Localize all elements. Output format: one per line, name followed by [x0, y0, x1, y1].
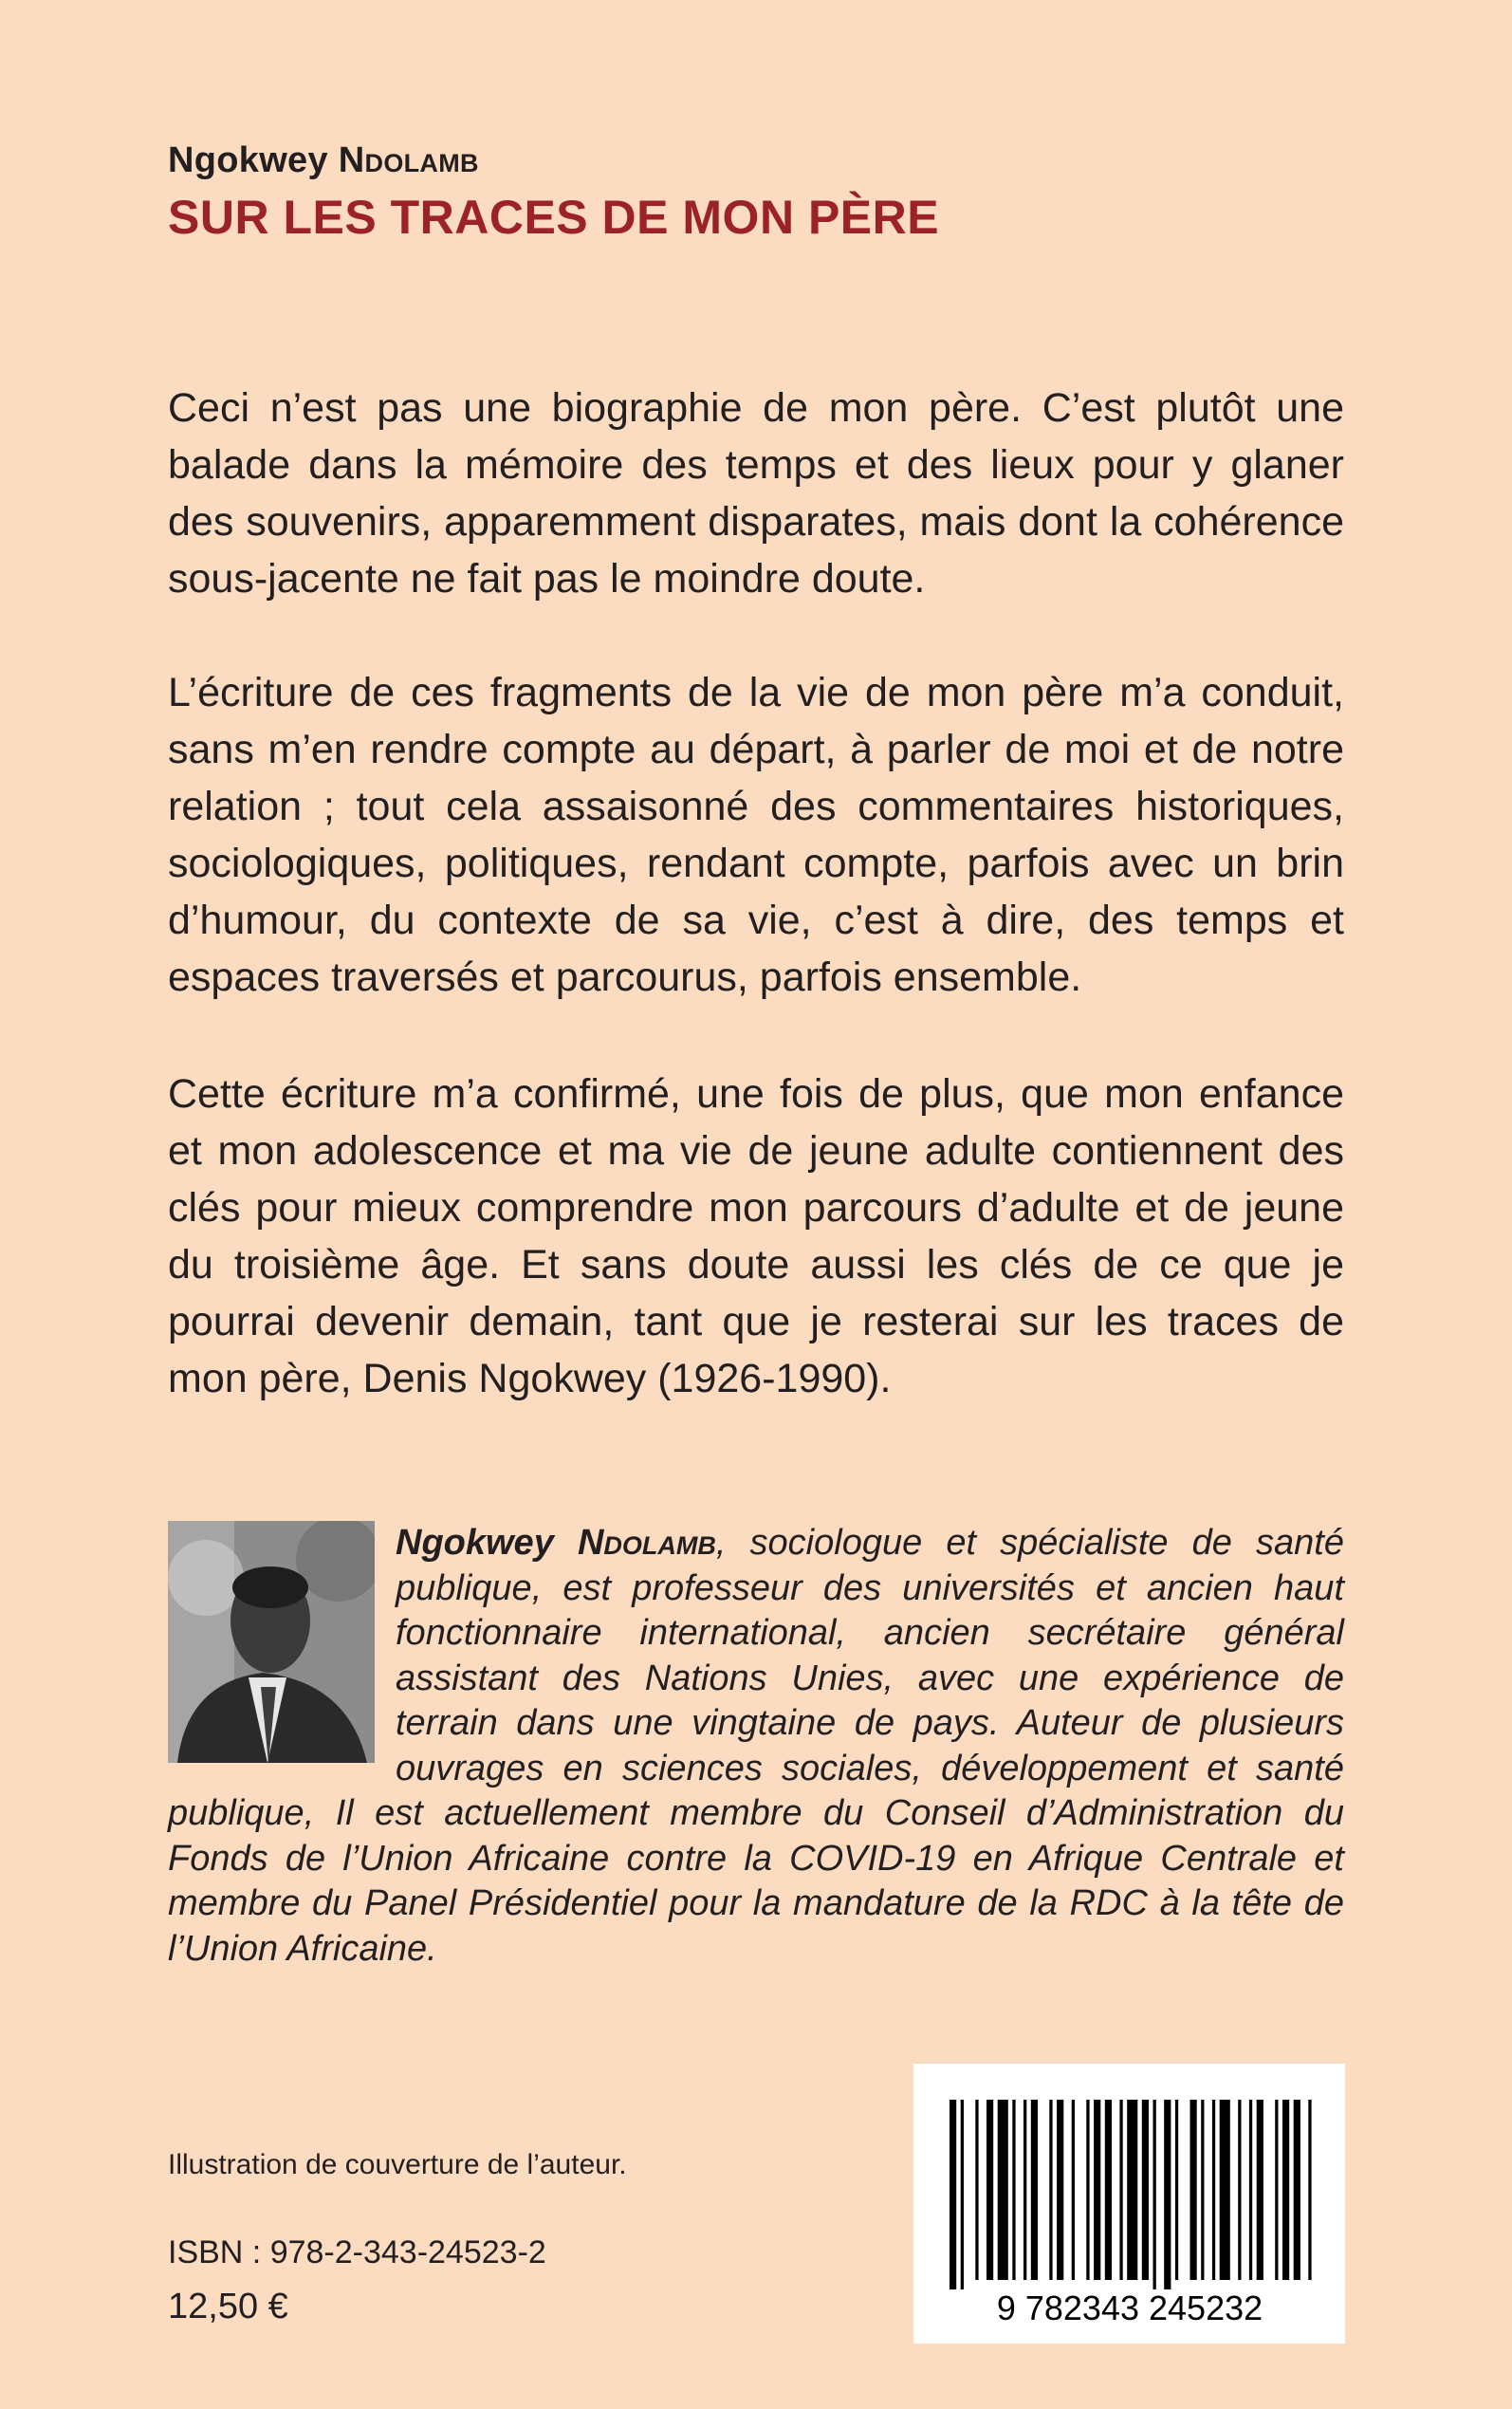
barcode-bar	[986, 2100, 993, 2280]
barcode-bar	[1175, 2100, 1178, 2280]
book-title: SUR LES TRACES DE MON PÈRE	[168, 191, 940, 244]
author-name	[168, 140, 479, 181]
summary-paragraph-1: Ceci n’est pas une biographie de mon père. C’est plutôt une balade dans la mémoire des temps et des lieux pour y glaner des souvenirs, apparemment disparates, mais dont la cohérence sous-jacente ne fait pas le moindre doute.	[168, 385, 1344, 602]
barcode-bar	[1294, 2100, 1300, 2280]
barcode-bar	[1190, 2100, 1197, 2280]
barcode-bar	[1072, 2100, 1075, 2280]
barcode-bar	[1094, 2100, 1100, 2280]
barcode-bar	[1127, 2100, 1137, 2280]
barcode-bar	[1275, 2100, 1278, 2280]
barcode-bar	[1119, 2100, 1122, 2280]
isbn: ISBN : 978-2-343-24523-2	[168, 2234, 546, 2270]
barcode-digits: 9 782343 245232	[996, 2289, 1263, 2327]
illustration-credit: Illustration de couverture de l’auteur.	[168, 2149, 627, 2180]
summary-paragraph-2: L’écriture de ces fragments de la vie de mon père m’a conduit, sans m’en rendre compte au départ, à parler de moi et de notre relation ; tout cela assaisonné des commentaires historiques, sociologiques, politiques, rendant compte, parfois avec un brin d’humour, du contexte de sa vie, c’est à dire, des temps et espaces traversés et parcourus, parfois ensemble.	[168, 670, 1344, 1000]
barcode	[913, 2064, 1345, 2344]
barcode-bar	[1086, 2100, 1089, 2280]
barcode-bar	[1238, 2100, 1241, 2280]
bio-author-last-name: Ndolamb	[577, 1523, 716, 1563]
bio-text: , sociologue et spécialiste de santé publique, est professeur des universités et ancien haut fonctionnaire international, ancien secrétaire général assistant des Nations Unies, avec une expérience de terrain dans une vingtaine de pays. Auteur de plusieurs ouvrages en sciences sociales, développement et santé publique, Il est actuellement membre du Conseil d’Administration du Fonds de l’Union Africaine contre la COVID-19 en Afrique Centrale et membre du Panel Présidentiel pour la mandature de la RDC à la tête de l’Union Africaine.	[168, 1523, 1344, 1969]
barcode-bar	[1164, 2100, 1171, 2289]
barcode-bar	[1308, 2100, 1311, 2280]
barcode-bar	[1105, 2100, 1112, 2280]
barcode-bar	[1023, 2100, 1026, 2280]
barcode-bar	[961, 2100, 964, 2289]
barcode-bar	[1201, 2100, 1204, 2280]
barcode-bar	[1153, 2100, 1156, 2289]
barcode-bar	[1282, 2100, 1289, 2280]
barcode-bar	[975, 2100, 978, 2280]
barcode-bar	[1012, 2100, 1015, 2280]
barcode-bar	[1249, 2100, 1252, 2280]
author-first-name: Ngokwey	[168, 140, 328, 180]
bio-author-first-name: Ngokwey	[396, 1523, 554, 1563]
barcode-bar	[1142, 2100, 1149, 2280]
barcode-bar	[1212, 2100, 1215, 2280]
summary-paragraph-3: Cette écriture m’a confirmé, une fois de plus, que mon enfance et mon adolescence et ma vie de jeune adulte contiennent des clés pour mieux comprendre mon parcours d’adulte et de jeune du troisième âge. Et sans doute aussi les clés de ce que je pourrai devenir demain, tant que je resterai sur les traces de mon père, Denis Ngokwey (1926-1990).	[168, 1071, 1344, 1401]
barcode-bar	[1057, 2100, 1063, 2280]
barcode-bar	[1220, 2100, 1230, 2280]
barcode-bar	[1257, 2100, 1263, 2280]
barcode-bar	[998, 2100, 1008, 2280]
barcode-bar	[950, 2100, 956, 2289]
price: 12,50 €	[168, 2287, 288, 2326]
author-last-name: Ndolamb	[338, 140, 479, 180]
barcode-bars	[913, 2064, 1345, 2344]
barcode-bar	[1049, 2100, 1052, 2280]
barcode-bar	[1031, 2100, 1038, 2280]
author-photo	[168, 1521, 375, 1763]
